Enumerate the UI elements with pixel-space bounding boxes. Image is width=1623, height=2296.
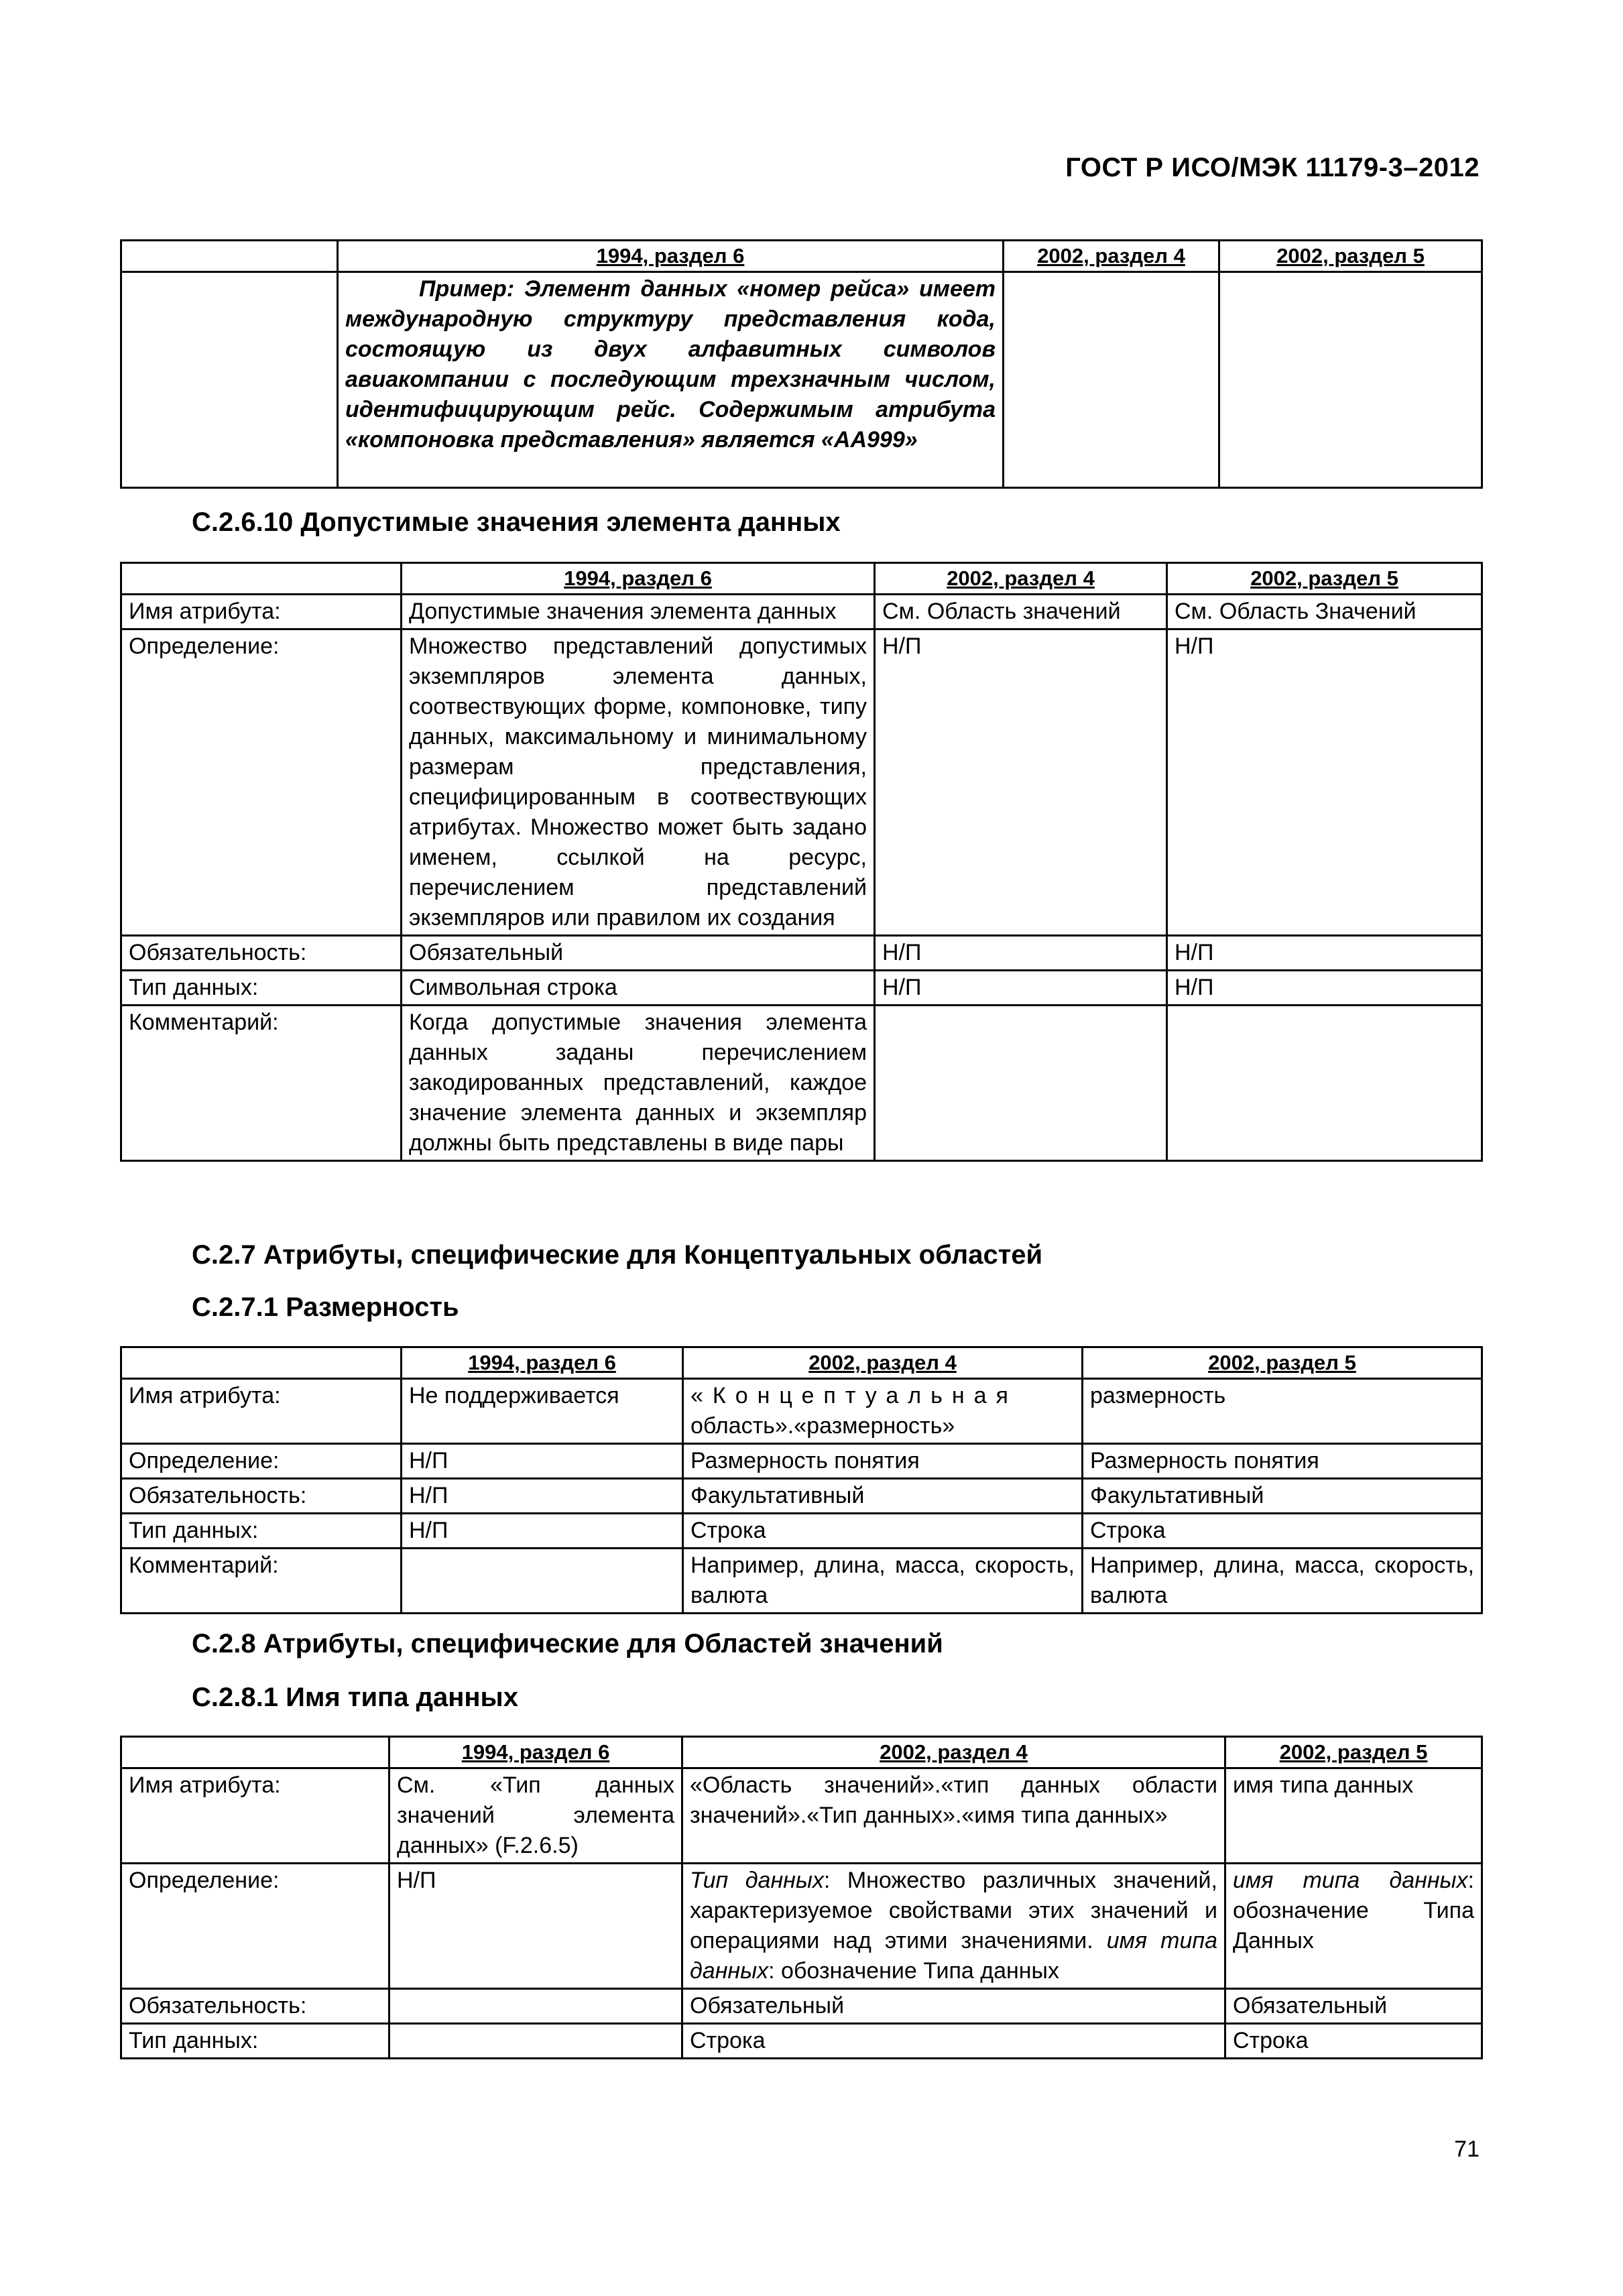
cell-2002-4: Размерность понятия xyxy=(683,1444,1083,1479)
table-row xyxy=(121,1379,1482,1444)
table-row xyxy=(121,1549,1482,1614)
term-data-type: Тип данных xyxy=(690,1868,824,1893)
definition-datatype-name: : обозначение Типа данных xyxy=(768,1958,1059,1984)
header-2002-5: 2002, раздел 5 xyxy=(1219,241,1482,272)
cell-1994: Н/П xyxy=(402,1479,683,1514)
table-row xyxy=(121,936,1482,971)
header-2002-4: 2002, раздел 4 xyxy=(875,563,1167,595)
table-row xyxy=(121,2024,1482,2059)
cell-2002-5: Н/П xyxy=(1167,936,1482,971)
section-heading-c28: С.2.8 Атрибуты, специфические для Областей значений xyxy=(192,1629,943,1658)
header-2002-4: 2002, раздел 4 xyxy=(683,1347,1083,1379)
section-heading-c271: С.2.7.1 Размерность xyxy=(192,1292,459,1322)
cell-2002-5 xyxy=(1225,1864,1482,1989)
table-row xyxy=(121,1479,1482,1514)
cell-2002-4 xyxy=(1004,272,1219,488)
cell-1994: Когда допустимые значения элемента данных заданы перечислением закодированных представлений, каждое значение элемента данных и экземпляр должны быть представлены в виде пары xyxy=(402,1006,875,1161)
datatype-name-table xyxy=(120,1736,1483,2059)
table-header-row xyxy=(121,241,1482,272)
cell-2002-4 xyxy=(683,1379,1083,1444)
cell-1994: Допустимые значения элемента данных xyxy=(402,595,875,629)
header-cell-empty xyxy=(121,241,338,272)
cell-1994: Н/П xyxy=(402,1444,683,1479)
cell-2002-4: «Область значений».«тип данных области значений».«Тип данных».«имя типа данных» xyxy=(682,1768,1225,1864)
cell-2002-5: Строка xyxy=(1083,1514,1482,1549)
cell-2002-5: См. Область Значений xyxy=(1167,595,1482,629)
cell-1994 xyxy=(389,2024,682,2059)
table-row xyxy=(121,971,1482,1006)
section-heading-c281: С.2.8.1 Имя типа данных xyxy=(192,1683,518,1712)
table-row xyxy=(121,1444,1482,1479)
allowed-values-table xyxy=(120,562,1483,1162)
cell-2002-5 xyxy=(1167,1006,1482,1161)
table-header-row xyxy=(121,563,1482,595)
row-label: Комментарий: xyxy=(121,1006,402,1161)
document-code-header: ГОСТ Р ИСО/МЭК 11179-3–2012 xyxy=(1065,153,1480,182)
cell-2002-5: размерность xyxy=(1083,1379,1482,1444)
cell-1994: Символьная строка xyxy=(402,971,875,1006)
cell-2002-4: Например, длина, масса, скорость, валюта xyxy=(683,1549,1083,1614)
row-label: Тип данных: xyxy=(121,2024,389,2059)
cell-1994: Множество представлений допустимых экземпляров элемента данных, соотвествующих форме, компоновке, типу данных, максимальному и минимальному размерам представления, специфицированным в соотвествующих атрибутах. Множество может быть задано именем, ссылкой на ресурс, перечислением представлений экземпляров или правилом их создания xyxy=(402,629,875,936)
row-label: Определение: xyxy=(121,1864,389,1989)
header-2002-4: 2002, раздел 4 xyxy=(682,1737,1225,1768)
header-1994: 1994, раздел 6 xyxy=(389,1737,682,1768)
definition-datatype-name: : обозначение Типа Данных xyxy=(1233,1868,1474,1953)
cell-2002-4-line1: «Концептуальная xyxy=(690,1383,1018,1408)
cell-2002-5: Факультативный xyxy=(1083,1479,1482,1514)
cell-2002-4: См. Область значений xyxy=(875,595,1167,629)
header-2002-5: 2002, раздел 5 xyxy=(1167,563,1482,595)
cell-2002-4 xyxy=(682,1864,1225,1989)
cell-2002-4: Н/П xyxy=(875,971,1167,1006)
cell-2002-4 xyxy=(875,1006,1167,1161)
cell-2002-5: Например, длина, масса, скорость, валюта xyxy=(1083,1549,1482,1614)
header-2002-4: 2002, раздел 4 xyxy=(1004,241,1219,272)
row-label: Определение: xyxy=(121,1444,402,1479)
header-cell-empty xyxy=(121,563,402,595)
section-heading-c27: С.2.7 Атрибуты, специфические для Концептуальных областей xyxy=(192,1240,1043,1270)
header-1994: 1994, раздел 6 xyxy=(338,241,1004,272)
header-2002-5: 2002, раздел 5 xyxy=(1083,1347,1482,1379)
row-label: Имя атрибута: xyxy=(121,1768,389,1864)
dimensionality-table xyxy=(120,1346,1483,1614)
term-datatype-name: имя типа данных xyxy=(1233,1868,1468,1893)
table-row xyxy=(121,272,1482,488)
cell-2002-5: Обязательный xyxy=(1225,1989,1482,2024)
table-row xyxy=(121,595,1482,629)
cell-2002-5: Н/П xyxy=(1167,629,1482,936)
cell-1994: См. «Тип данных значений элемента данных» (F.2.6.5) xyxy=(389,1768,682,1864)
term-datatype-name: имя типа данных xyxy=(690,1928,1217,1984)
definition-data-type: : Множество различных значений, характеризуемое свойствами этих значений и операциями над этими значениями. xyxy=(690,1868,1217,1953)
cell-1994: Н/П xyxy=(402,1514,683,1549)
row-label: Обязательность: xyxy=(121,1479,402,1514)
cell-2002-4: Н/П xyxy=(875,936,1167,971)
row-label xyxy=(121,272,338,488)
row-label: Обязательность: xyxy=(121,936,402,971)
cell-2002-4: Строка xyxy=(682,2024,1225,2059)
cell-2002-4: Строка xyxy=(683,1514,1083,1549)
cell-1994: Обязательный xyxy=(402,936,875,971)
cell-1994: Не поддерживается xyxy=(402,1379,683,1444)
cell-2002-5: Размерность понятия xyxy=(1083,1444,1482,1479)
cell-2002-5 xyxy=(1219,272,1482,488)
cell-1994 xyxy=(389,1989,682,2024)
cell-2002-4: Факультативный xyxy=(683,1479,1083,1514)
table-row xyxy=(121,1768,1482,1864)
cell-1994 xyxy=(402,1549,683,1614)
header-2002-5: 2002, раздел 5 xyxy=(1225,1737,1482,1768)
table-row xyxy=(121,1514,1482,1549)
header-1994: 1994, раздел 6 xyxy=(402,1347,683,1379)
row-label: Имя атрибута: xyxy=(121,595,402,629)
cell-2002-5: Строка xyxy=(1225,2024,1482,2059)
cell-2002-4: Обязательный xyxy=(682,1989,1225,2024)
row-label: Тип данных: xyxy=(121,971,402,1006)
cell-2002-4-line2: область».«размерность» xyxy=(690,1413,955,1439)
row-label: Обязательность: xyxy=(121,1989,389,2024)
table-row xyxy=(121,1864,1482,1989)
page-number: 71 xyxy=(1454,2136,1480,2162)
table-header-row xyxy=(121,1347,1482,1379)
cell-1994: Н/П xyxy=(389,1864,682,1989)
cell-2002-4: Н/П xyxy=(875,629,1167,936)
table-header-row xyxy=(121,1737,1482,1768)
header-cell-empty xyxy=(121,1347,402,1379)
example-text: Пример: Элемент данных «номер рейса» имеет международную структуру представления кода, состоящую из двух алфавитных символов авиакомпании с последующим трехзначным числом, идентифицирующим рейс. Содержимым атрибута «компоновка представления» является «AA999» xyxy=(338,272,1004,488)
table-row xyxy=(121,1989,1482,2024)
cell-2002-5: Н/П xyxy=(1167,971,1482,1006)
header-cell-empty xyxy=(121,1737,389,1768)
cell-2002-5: имя типа данных xyxy=(1225,1768,1482,1864)
example-table xyxy=(120,239,1483,489)
table-row xyxy=(121,1006,1482,1161)
section-heading-c2610: С.2.6.10 Допустимые значения элемента данных xyxy=(192,507,841,537)
header-1994: 1994, раздел 6 xyxy=(402,563,875,595)
row-label: Тип данных: xyxy=(121,1514,402,1549)
row-label: Имя атрибута: xyxy=(121,1379,402,1444)
table-row xyxy=(121,629,1482,936)
row-label: Комментарий: xyxy=(121,1549,402,1614)
row-label: Определение: xyxy=(121,629,402,936)
